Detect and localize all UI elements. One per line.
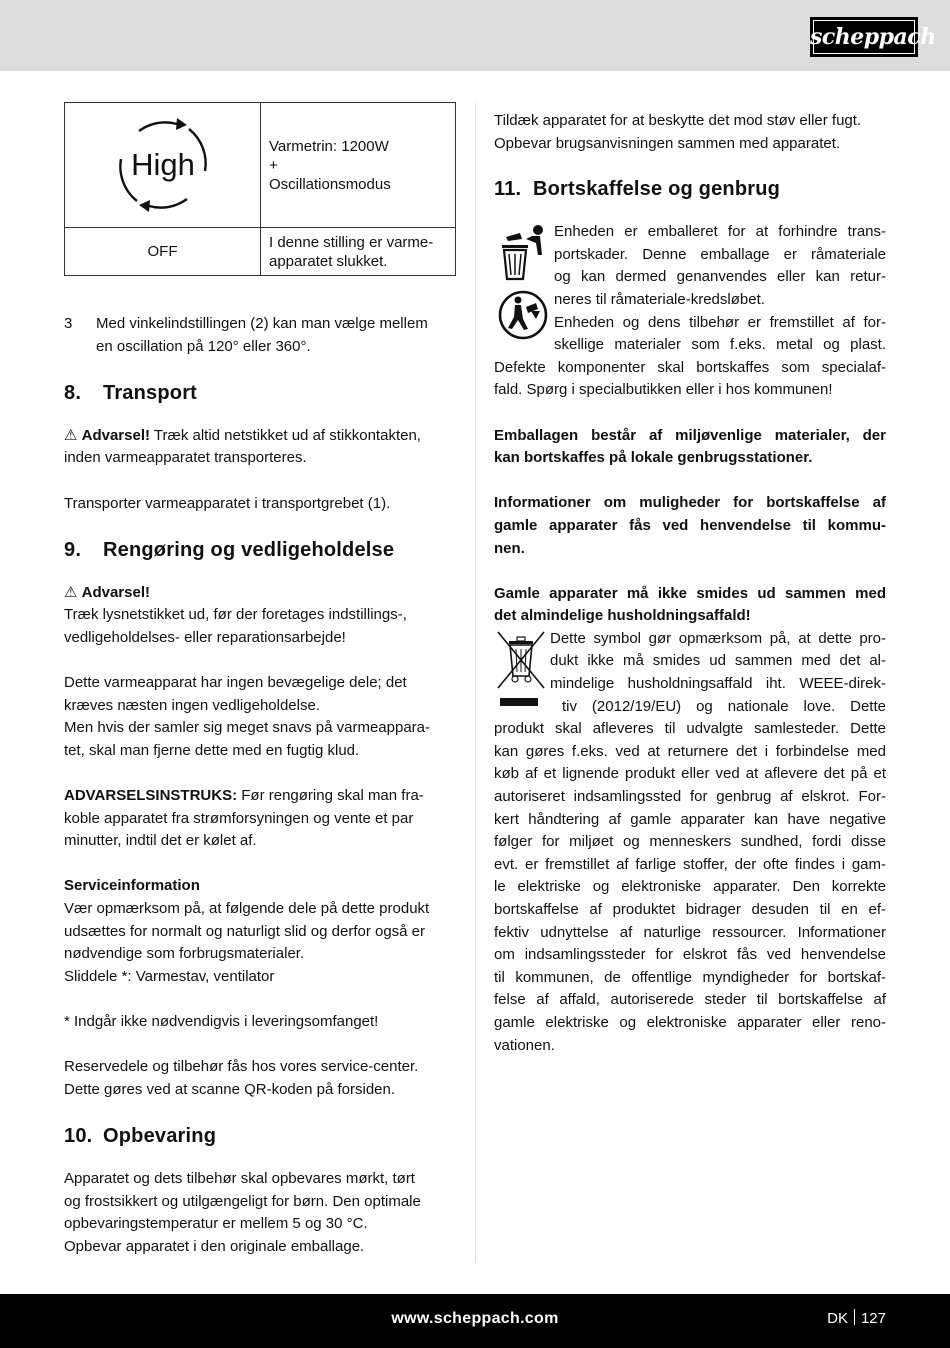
text-line: udsættes for normalt og naturligt slid og derfor også er bbox=[64, 922, 426, 940]
text-line: Dette varmeapparat har ingen bevægelige dele; det bbox=[64, 674, 407, 692]
left-column bbox=[64, 313, 456, 1258]
right-column bbox=[494, 110, 886, 1057]
bold-text-line: kan bortskaffes på lokale genbrugsstationer. bbox=[494, 449, 813, 467]
brand-logo-text: scheppach bbox=[810, 24, 936, 50]
text-line: køb af et lignende produkt eller ved at aflevere det på et bbox=[494, 765, 886, 783]
list-number: 3 bbox=[64, 315, 73, 332]
warning-icon: ⚠ bbox=[64, 583, 78, 601]
recycle-symbol-icon bbox=[500, 292, 546, 338]
section-number: 10. bbox=[64, 1125, 93, 1147]
text-line: bortskaffelse af produktet bidrager desuden til en ef- bbox=[494, 901, 886, 918]
description-line: apparatet slukket. bbox=[269, 252, 388, 270]
service-heading: Serviceinformation bbox=[64, 877, 200, 895]
section-number: 9. bbox=[64, 538, 82, 561]
section-number: 11. bbox=[494, 178, 522, 201]
off-mode-description bbox=[261, 228, 456, 276]
section-number: 8. bbox=[64, 381, 82, 404]
section-heading-storage bbox=[64, 1123, 456, 1149]
advarsel-instruction bbox=[64, 785, 456, 808]
text-line: inden varmeapparatet transporteres. bbox=[64, 449, 307, 467]
warning-label: Advarsel! bbox=[81, 583, 150, 601]
text-line: og kan dermed genanvendes eller kan retur- bbox=[554, 268, 886, 286]
high-mode-description bbox=[261, 103, 456, 228]
text-line: gamle elektriske og elektroniske apparater eller reno- bbox=[494, 1013, 886, 1031]
brand-logo bbox=[810, 17, 936, 57]
list-item-3 bbox=[64, 313, 456, 358]
section-heading-cleaning bbox=[64, 537, 456, 563]
high-oscillation-icon bbox=[115, 113, 211, 217]
text-line: og frostsikkert og utilgængeligt for børn. Den optimale bbox=[64, 1192, 421, 1210]
mode-table bbox=[64, 102, 456, 276]
warning-icon: ⚠ bbox=[64, 426, 78, 444]
bold-text-line: Informationer om muligheder for bortskaffelse af bbox=[494, 494, 886, 512]
section-title: Opbevaring bbox=[103, 1125, 217, 1147]
recycling-icons bbox=[496, 223, 552, 343]
recycling-block bbox=[494, 221, 886, 357]
text-line: produkt skal afleveres til udvalgte samlesteder. Dette bbox=[494, 720, 886, 738]
page-number-block bbox=[827, 1308, 886, 1331]
text-line: vationen. bbox=[494, 1036, 555, 1054]
bold-text-line: gamle apparater fås ved henvendelse til kommu- bbox=[494, 516, 886, 534]
bold-text-line: nen. bbox=[494, 539, 525, 557]
text-line: kan gøres f.eks. ved at returnere det i forbindelse med bbox=[494, 742, 886, 760]
off-mode-cell bbox=[65, 228, 261, 276]
weee-body bbox=[494, 718, 886, 1057]
text-line: Dette symbol gør opmærksom på, at dette pro- bbox=[550, 629, 886, 647]
text-line: evt. er fremstillet af farlige stoffer, der ofte findes i gam- bbox=[494, 855, 886, 873]
text-line: fald. Spørg i specialbutikken eller i hos kommunen! bbox=[494, 381, 833, 399]
text-line: Opbevar brugsanvisningen sammen med apparatet. bbox=[494, 134, 841, 152]
litter-bin-icon bbox=[502, 225, 543, 279]
text-line: Sliddele *: Varmestav, ventilator bbox=[64, 967, 275, 985]
text-line: en oscillation på 120° eller 360°. bbox=[96, 337, 311, 355]
page-number: 127 bbox=[860, 1310, 886, 1327]
warning-label: Advarsel! bbox=[81, 426, 150, 444]
text-line: Reservedele og tilbehør fås hos vores service-center. bbox=[64, 1058, 419, 1076]
text-line: autoriseret indsamlingssted for genbrug af elskrot. For- bbox=[494, 788, 886, 806]
text-line: Enheden og dens tilbehør er fremstillet af for- bbox=[554, 313, 886, 331]
description-line: I denne stilling er varme- bbox=[269, 233, 434, 251]
text-line: vedligeholdelses- eller reparationsarbejde! bbox=[64, 628, 346, 646]
text-line: Vær opmærksom på, at følgende dele på dette produkt bbox=[64, 900, 430, 918]
section-title: Bortskaffelse og genbrug bbox=[533, 178, 781, 201]
page-footer bbox=[0, 1294, 950, 1348]
text-line: Med vinkelindstillingen (2) kan man vælge mellem bbox=[96, 315, 428, 332]
separator bbox=[854, 1309, 855, 1325]
section-title: Transport bbox=[103, 381, 198, 404]
text-line: Før rengøring skal man fra- bbox=[237, 787, 424, 805]
section-heading-transport bbox=[64, 380, 456, 406]
cleaning-warning bbox=[64, 582, 456, 605]
table-row bbox=[65, 228, 456, 276]
crossed-bin-icon bbox=[496, 630, 548, 718]
description-line: Varmetrin: 1200W bbox=[269, 137, 389, 155]
column-divider bbox=[475, 103, 476, 1263]
page-header bbox=[0, 0, 950, 71]
instruction-label: ADVARSELSINSTRUKS: bbox=[64, 787, 238, 805]
text-line: om indsamlingssteder for elskrot fås ved henvendelse bbox=[494, 946, 886, 964]
description-line: Oscillationsmodus bbox=[269, 175, 391, 193]
text-line: kert håndtering af gamle apparater kan have negative bbox=[494, 810, 886, 828]
text-line: til kommunen, de offentlige myndigheder for bortskaf- bbox=[494, 968, 886, 986]
high-icon-text: High bbox=[130, 147, 195, 182]
text-line: Defekte komponenter skal bortskaffes som specialaf- bbox=[494, 358, 886, 376]
footnote: * Indgår ikke nødvendigvis i leveringsomfanget! bbox=[64, 1013, 379, 1031]
bold-text-line: det almindelige husholdningsaffald! bbox=[494, 607, 751, 625]
bold-text-line: Gamle apparater må ikke smides ud sammen med bbox=[494, 584, 886, 602]
weee-block bbox=[494, 628, 886, 718]
text-line: Dette gøres ved at scanne QR-koden på forsiden. bbox=[64, 1080, 396, 1098]
text-line: fektiv udnyttelse af naturlige ressourcer. Informationer bbox=[494, 923, 886, 941]
text-line: følger for miljøet og menneskers sundhed, fordi disse bbox=[494, 833, 886, 851]
text-line: Tildæk apparatet for at beskytte det mod støv eller fugt. bbox=[494, 112, 862, 129]
section-heading-disposal bbox=[494, 176, 886, 202]
text-line: felse af affald, autoriserede steder til bortskaffelse af bbox=[494, 991, 886, 1009]
text-line: Men hvis der samler sig meget snavs på varmeappara- bbox=[64, 719, 430, 737]
text-line: dukt ikke må smides ud sammen med det al- bbox=[550, 652, 886, 670]
text-line: mindelige husholdningsaffald iht. WEEE-direk- bbox=[550, 675, 886, 693]
text-line: Træk lysnetstikket ud, før der foretages indstillings-, bbox=[64, 606, 407, 624]
language-code: DK bbox=[827, 1310, 848, 1327]
transport-text: Transporter varmeapparatet i transportgrebet (1). bbox=[64, 494, 391, 512]
text-line: minutter, indtil det er kølet af. bbox=[64, 832, 257, 850]
text-line: le elektriske og elektroniske apparater. Den korrekte bbox=[494, 878, 886, 896]
text-line: Enheden er emballeret for at forhindre trans- bbox=[554, 223, 886, 241]
off-label: OFF bbox=[147, 243, 178, 260]
table-row bbox=[65, 103, 456, 228]
bold-text-line: Emballagen består af miljøvenlige materialer, der bbox=[494, 426, 886, 444]
text-line: kræves næsten ingen vedligeholdelse. bbox=[64, 696, 320, 714]
text-line: nødvendige som forbrugsmaterialer. bbox=[64, 945, 305, 963]
description-line: + bbox=[269, 156, 278, 174]
transport-warning bbox=[64, 425, 456, 470]
text-line: portskader. Denne emballage er råmateriale bbox=[554, 245, 886, 263]
text-line: neres til råmateriale-kredsløbet. bbox=[554, 290, 765, 308]
text-line: tiv (2012/19/EU) og nationale love. Dette bbox=[562, 697, 886, 715]
text-line: skellige materialer som f.eks. metal og plast. bbox=[554, 336, 886, 354]
text-line: Opbevar apparatet i den originale emballage. bbox=[64, 1237, 365, 1255]
text-line: tet, skal man fjerne dette med en fugtig klud. bbox=[64, 741, 360, 759]
text-line: koble apparatet fra strømforsyningen og vente et par bbox=[64, 809, 414, 827]
text-line: opbevaringstemperatur er mellem 5 og 30 °C. bbox=[64, 1215, 368, 1233]
text-line: Apparatet og dets tilbehør skal opbevares mørkt, tørt bbox=[64, 1170, 415, 1187]
text-line: Træk altid netstikket ud af stikkontakten, bbox=[150, 426, 421, 444]
website-url: www.scheppach.com bbox=[391, 1310, 559, 1327]
section-title: Rengøring og vedligeholdelse bbox=[103, 538, 395, 561]
high-mode-cell bbox=[65, 103, 261, 228]
